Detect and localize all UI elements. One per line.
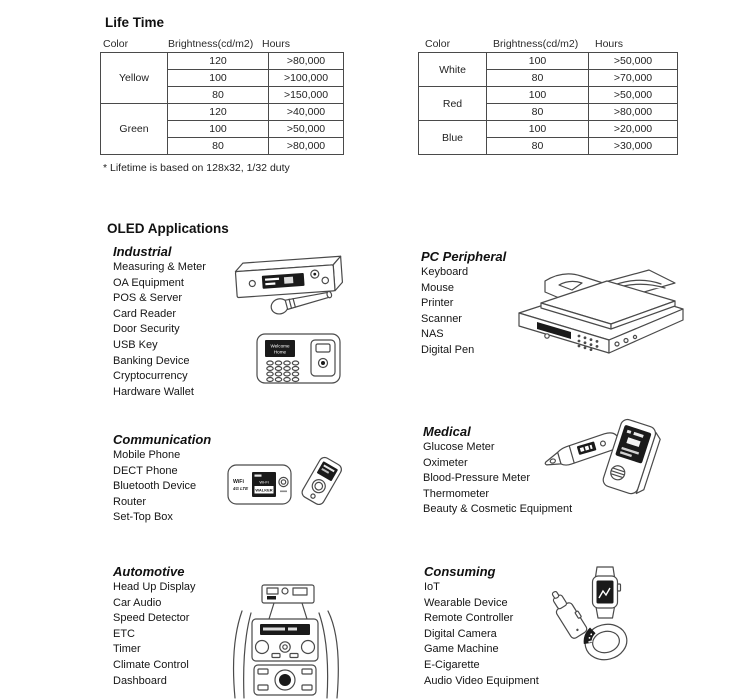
lifetime-footnote: * Lifetime is based on 128x32, 1/32 duty — [103, 162, 290, 174]
section-automotive — [113, 564, 196, 689]
app-list-item: E-Cigarette — [424, 658, 480, 671]
app-list-item: ETC — [113, 627, 135, 640]
app-list-item: Mouse — [421, 281, 455, 294]
app-list-item: Wearable Device — [424, 596, 508, 609]
table-row — [419, 53, 678, 70]
brightness-cell: 80 — [168, 87, 269, 104]
app-list-item: USB Key — [113, 338, 158, 351]
color-cell: Yellow — [101, 53, 168, 104]
col-header-brightness: Brightness(cd/m2) — [493, 38, 579, 50]
section-title: Medical — [423, 424, 471, 439]
section-consuming — [424, 564, 539, 689]
app-list-item: Remote Controller — [424, 612, 514, 625]
hours-cell: >50,000 — [589, 87, 678, 104]
app-list-item: Audio Video Equipment — [424, 674, 539, 687]
app-list-item: Digital Camera — [424, 627, 497, 640]
app-list-item: Mobile Phone — [113, 449, 181, 461]
brightness-cell: 80 — [168, 138, 269, 155]
app-list-item: OA Equipment — [113, 276, 184, 289]
section-title: PC Peripheral — [421, 249, 507, 264]
app-list-item: Beauty & Cosmetic Equipment — [423, 503, 573, 516]
section-title: Industrial — [113, 244, 172, 259]
app-list-item: Scanner — [421, 312, 462, 325]
section-industrial — [113, 244, 206, 400]
table-row — [101, 104, 344, 121]
color-cell: Blue — [419, 121, 487, 155]
glucose-meter-illustration — [595, 418, 665, 504]
app-list-item: Bluetooth Device — [113, 480, 197, 493]
app-list-item: POS & Server — [113, 292, 183, 305]
table-row — [101, 53, 344, 70]
app-list-item: NAS — [421, 328, 444, 341]
app-list-item: Game Machine — [424, 643, 499, 656]
door-screen-text: Welcome — [270, 343, 290, 349]
scanner-illustration — [513, 256, 689, 361]
hotspot-lte-label: 4G LTE — [233, 486, 249, 491]
app-list-item: Oximeter — [423, 456, 468, 469]
col-header-color: Color — [425, 38, 451, 50]
brightness-cell: 120 — [168, 53, 269, 70]
app-list-item: IoT — [424, 581, 440, 593]
wearables-illustration — [548, 566, 638, 666]
handheld-device-illustration — [293, 453, 347, 517]
app-list-item: Banking Device — [113, 354, 190, 367]
hotspot-wifi-label: WiFi — [233, 479, 244, 485]
col-header-brightness: Brightness(cd/m2) — [168, 38, 254, 50]
hours-cell: >30,000 — [589, 138, 678, 155]
col-header-hours: Hours — [262, 38, 291, 50]
lifetime-heading: Life Time — [105, 15, 165, 30]
app-list-item: Thermometer — [423, 487, 490, 500]
car-console-illustration — [222, 583, 352, 700]
hours-cell: >100,000 — [269, 70, 344, 87]
app-list-item: DECT Phone — [113, 464, 178, 477]
color-cell: White — [419, 53, 487, 87]
app-list-item: Speed Detector — [113, 612, 190, 625]
brightness-cell: 100 — [487, 53, 589, 70]
table-row — [419, 87, 678, 104]
lifetime-table-right — [418, 38, 677, 155]
hours-cell: >50,000 — [589, 53, 678, 70]
app-list-item: Router — [113, 495, 147, 508]
color-cell: Red — [419, 87, 487, 121]
brightness-cell: 100 — [487, 87, 589, 104]
hours-cell: >50,000 — [269, 121, 344, 138]
app-list-item: Door Security — [113, 323, 180, 336]
section-title: Automotive — [113, 564, 185, 579]
hotspot-screen-text: Wi-Fi — [259, 479, 269, 485]
app-list-item: Dashboard — [113, 674, 167, 687]
hours-cell: >40,000 — [269, 104, 344, 121]
hotspot-screen-text: WALKER — [255, 487, 273, 493]
section-title: Communication — [113, 432, 212, 447]
brightness-cell: 80 — [487, 104, 589, 121]
receiver-microphone-illustration — [228, 252, 346, 318]
brightness-cell: 120 — [168, 104, 269, 121]
app-list-item: Printer — [421, 297, 454, 310]
applications-heading: OLED Applications — [107, 221, 229, 236]
app-list-item: Measuring & Meter — [113, 261, 206, 273]
app-list-item: Keyboard — [421, 266, 469, 278]
brightness-cell: 100 — [487, 121, 589, 138]
hours-cell: >80,000 — [269, 138, 344, 155]
app-list-item: Head Up Display — [113, 581, 196, 593]
hours-cell: >150,000 — [269, 87, 344, 104]
app-list-item: Card Reader — [113, 307, 176, 320]
hours-cell: >70,000 — [589, 70, 678, 87]
lifetime-table-right-header — [418, 38, 677, 52]
app-list-item: Hardware Wallet — [113, 385, 194, 398]
hours-cell: >20,000 — [589, 121, 678, 138]
app-list-item: Timer — [113, 643, 141, 656]
app-list-item: Digital Pen — [421, 343, 475, 356]
section-pc-peripheral — [421, 249, 506, 359]
brightness-cell: 80 — [487, 70, 589, 87]
door-screen-text: Home — [273, 349, 287, 355]
table-row — [419, 121, 678, 138]
color-cell: Green — [101, 104, 168, 155]
door-security-device-illustration — [256, 333, 342, 385]
app-list-item: Climate Control — [113, 658, 189, 671]
app-list-item: Cryptocurrency — [113, 370, 188, 383]
wifi-hotspot-illustration — [227, 464, 293, 506]
app-list-item: Car Audio — [113, 596, 162, 609]
brightness-cell: 80 — [487, 138, 589, 155]
hours-cell: >80,000 — [269, 53, 344, 70]
app-list-item: Set-Top Box — [113, 511, 173, 524]
col-header-color: Color — [103, 38, 129, 50]
lifetime-table-left-header — [100, 38, 343, 52]
brightness-cell: 100 — [168, 70, 269, 87]
app-list-item: Blood-Pressure Meter — [423, 472, 530, 485]
app-list-item: Glucose Meter — [423, 441, 495, 453]
col-header-hours: Hours — [595, 38, 624, 50]
section-communication — [113, 432, 211, 526]
hours-cell: >80,000 — [589, 104, 678, 121]
lifetime-table-left — [100, 38, 343, 155]
section-title: Consuming — [424, 564, 496, 579]
brightness-cell: 100 — [168, 121, 269, 138]
